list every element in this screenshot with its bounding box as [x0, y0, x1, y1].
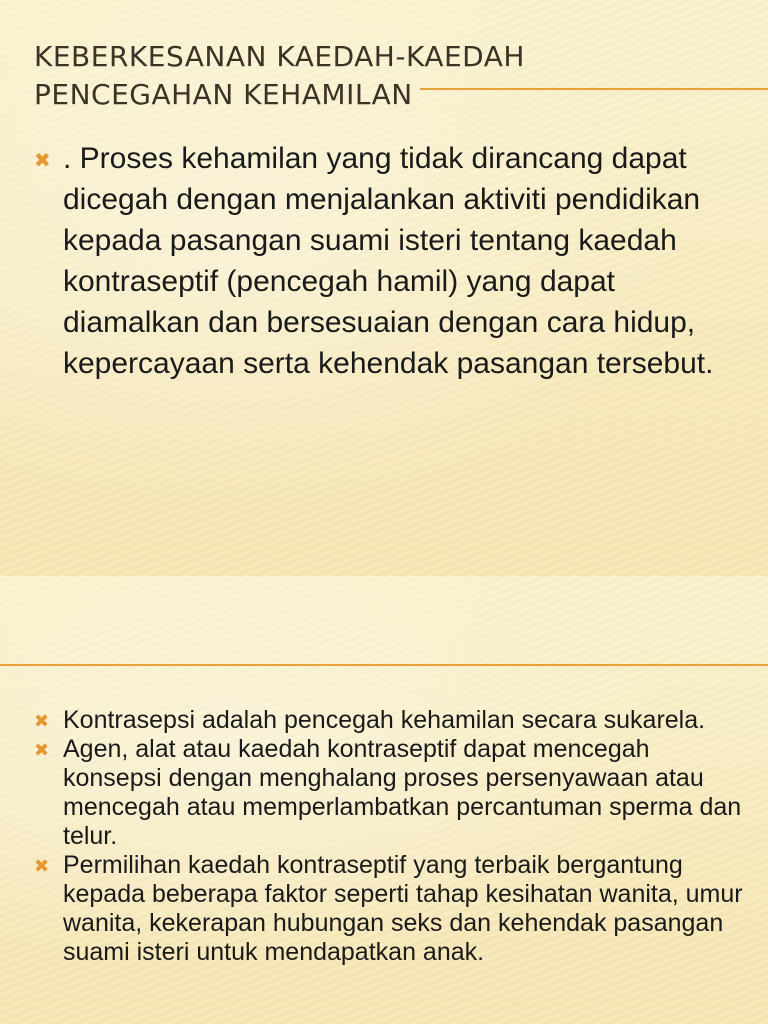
slide-2 [0, 576, 768, 1024]
slide-title [34, 38, 754, 114]
bullet-list [34, 706, 754, 967]
bullet-text: . Proses kehamilan yang tidak dirancang dapat dicegah dengan menjalankan aktiviti pendidikan kepada pasangan suami isteri tentang kaedah kontraseptif (pencegah hamil) yang dapat diamalkan dan bersesuaian dengan cara hidup, kepercayaan serta kehendak pasangan tersebut. [63, 142, 714, 380]
list-item [34, 851, 754, 967]
list-item [34, 138, 724, 384]
bullet-text: Permilihan kaedah kontraseptif yang terbaik bergantung kepada beberapa faktor seperti tahap kesihatan wanita, umur wanita, kekerapan hubungan seks dan kehendak pasangan suami isteri untuk mendapatkan anak. [63, 851, 743, 966]
x-mark-icon: ✖ [34, 856, 50, 876]
list-item [34, 706, 754, 735]
title-line-2: PENCEGAHAN KEHAMILAN [34, 78, 413, 111]
title-line-1: KEBERKESANAN KAEDAH-KAEDAH [34, 40, 525, 73]
title-divider [0, 664, 768, 666]
x-mark-icon: ✖ [34, 740, 50, 760]
bullet-list [34, 138, 724, 384]
bullet-text: Agen, alat atau kaedah kontraseptif dapat mencegah konsepsi dengan menghalang proses persenyawaan atau mencegah atau memperlambatkan percantuman sperma dan telur. [63, 735, 742, 850]
x-mark-icon: ✖ [34, 711, 50, 731]
bullet-text: Kontrasepsi adalah pencegah kehamilan secara sukarela. [63, 706, 706, 734]
title-divider [420, 88, 768, 90]
list-item [34, 735, 754, 851]
x-mark-icon: ✖ [34, 150, 51, 172]
